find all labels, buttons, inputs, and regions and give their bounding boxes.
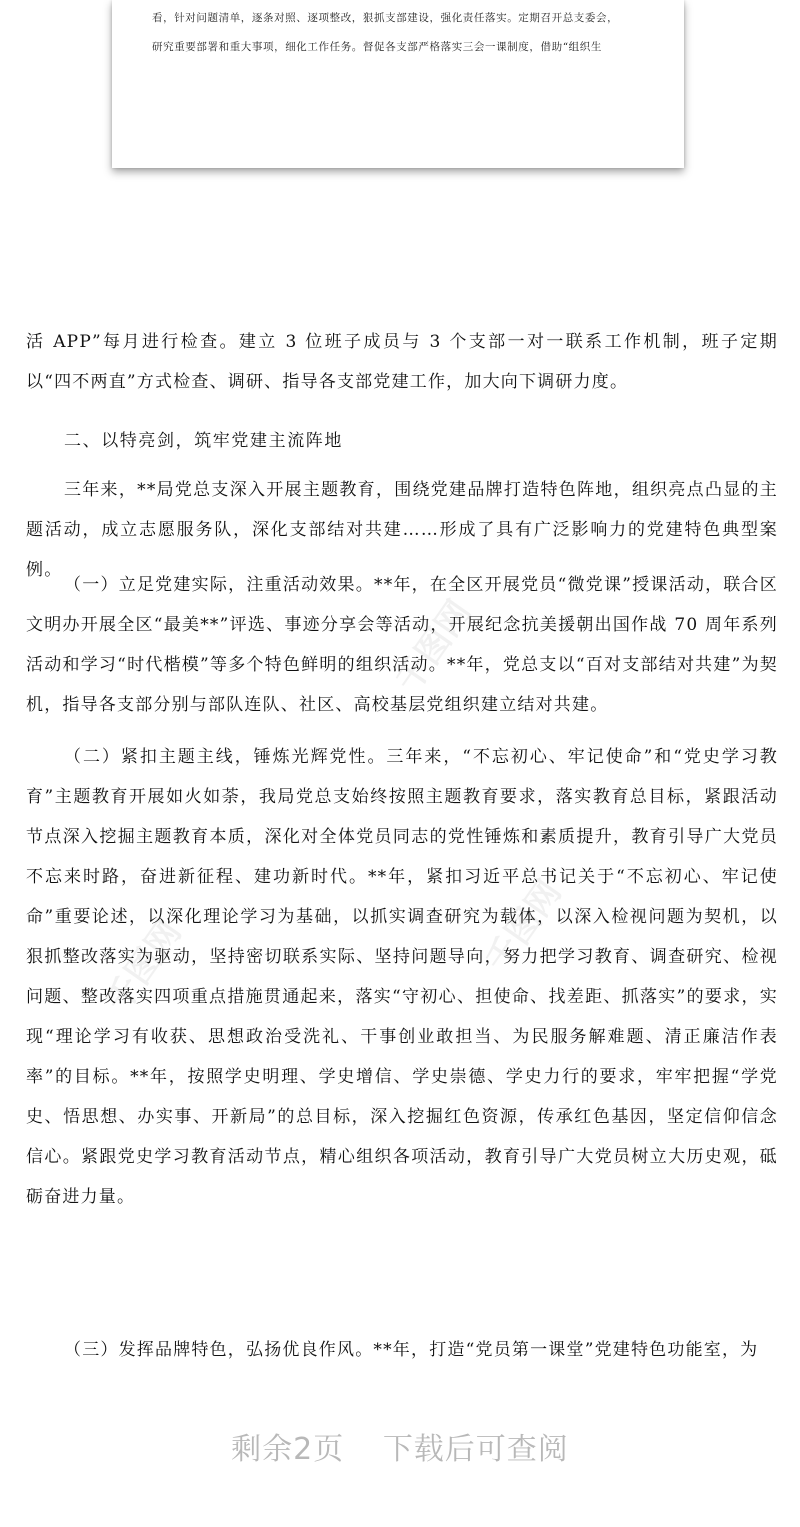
preview-line-1: 看，针对问题清单，逐条对照、逐项整改，狠抓支部建设，强化责任落实。定期召开总支委会， bbox=[152, 12, 619, 24]
paragraph-1: 活 APP”每月进行检查。建立 3 位班子成员与 3 个支部一对一联系工作机制，班子定期以“四不两直”方式检查、调研、指导各支部党建工作，加大向下调研力度。 bbox=[26, 332, 778, 392]
preview-line-2: 研究重要部署和重大事项，细化工作任务。督促各支部严格落实三会一课制度，借助“组织生 bbox=[152, 41, 602, 53]
section-heading-2: 二、以特亮剑，筑牢党建主流阵地 bbox=[64, 431, 343, 451]
paragraph-2: 三年来，**局党总支深入开展主题教育，围绕党建品牌打造特色阵地，组织亮点凸显的主题活动，成立志愿服务队，深化支部结对共建……形成了具有广泛影响力的党建特色典型案例。 bbox=[26, 480, 778, 580]
paragraph-3: （一）立足党建实际，注重活动效果。**年，在全区开展党员“微党课”授课活动，联合区文明办开展全区“最美**”评选、事迹分享会等活动，开展纪念抗美援朝出国作战 70 周年系列活动和学习“时代楷模”等多个特色鲜明的组织活动。**年，党总支以“百对支部结对共建”为契机，指导各支部分别与部队连队、社区、高校基层党组织建立结对共建。 bbox=[26, 575, 778, 715]
remaining-pages-label: 剩余2页 bbox=[231, 1432, 345, 1467]
watermark: 千图网 bbox=[98, 913, 190, 1020]
previous-page-preview bbox=[112, 0, 684, 168]
watermark: 千图网 bbox=[388, 593, 480, 700]
watermark: 千图网 bbox=[478, 873, 570, 980]
download-prompt[interactable] bbox=[0, 1424, 800, 1468]
download-to-view-label: 下载后可查阅 bbox=[382, 1432, 569, 1467]
paragraph-5: （三）发挥品牌特色，弘扬优良作风。**年，打造“党员第一课堂”党建特色功能室，为 bbox=[64, 1340, 759, 1360]
paragraph-4: （二）紧扣主题主线，锤炼光辉党性。三年来，“不忘初心、牢记使命”和“党史学习教育”主题教育开展如火如荼，我局党总支始终按照主题教育要求，落实教育总目标，紧跟活动节点深入挖掘主题教育本质，深化对全体党员同志的党性锤炼和素质提升，教育引导广大党员不忘来时路，奋进新征程、建功新时代。**年，紧扣习近平总书记关于“不忘初心、牢记使命”重要论述，以深化理论学习为基础，以抓实调查研究为载体，以深入检视问题为契机，以狠抓整改落实为驱动，坚持密切联系实际、坚持问题导向，努力把学习教育、调查研究、检视问题、整改落实四项重点措施贯通起来，落实“守初心、担使命、找差距、抓落实”的要求，实现“理论学习有收获、思想政治受洗礼、干事创业敢担当、为民服务解难题、清正廉洁作表率”的目标。**年，按照学史明理、学史增信、学史崇德、学史力行的要求，牢牢把握“学党史、悟思想、办实事、开新局”的总目标，深入挖掘红色资源，传承红色基因，坚定信仰信念信心。紧跟党史学习教育活动节点，精心组织各项活动，教育引导广大党员树立大历史观，砥砺奋进力量。 bbox=[26, 747, 778, 1207]
